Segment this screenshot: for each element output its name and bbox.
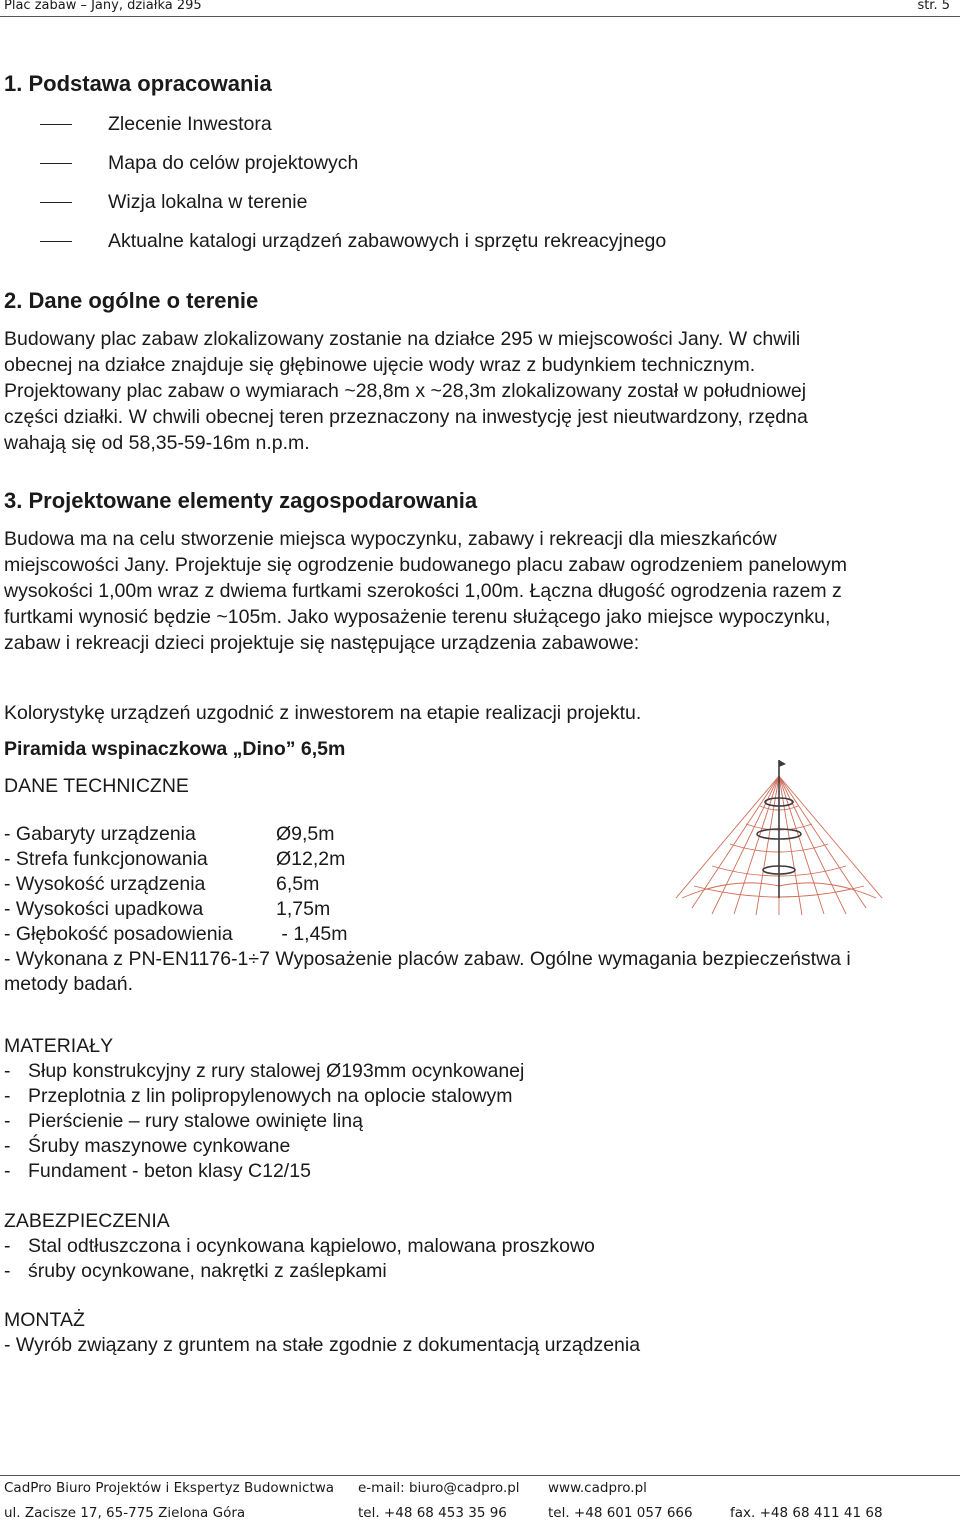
footer-address: ul. Zacisze 17, 65-775 Zielona Góra <box>4 1505 246 1521</box>
list-item-text: śruby ocynkowane, nakrętki z zaślepkami <box>28 1260 387 1282</box>
list-item-text: Wizja lokalna w terenie <box>108 191 308 213</box>
norm-line: metody badań. <box>4 973 134 995</box>
pyramid-climbing-net-illustration <box>672 758 886 916</box>
paragraph-line: wysokości 1,00m wraz z dwiema furtkami szerokości 1,00m. Łączna długość ogrodzenia razem z <box>4 580 842 602</box>
safety-heading: ZABEZPIECZENIA <box>4 1210 170 1232</box>
list-item-text: Stal odtłuszczona i ocynkowana kąpielowo, malowana proszkowo <box>28 1235 595 1257</box>
spec-value: - 1,45m <box>276 923 348 945</box>
spec-list <box>4 822 348 947</box>
paragraph-line: Budowa ma na celu stworzenie miejsca wypoczynku, zabawy i rekreacji dla mieszkańców <box>4 528 777 550</box>
norm-line: - Wykonana z PN-EN1176-1÷7 Wyposażenie placów zabaw. Ogólne wymagania bezpieczeństwa i <box>4 948 851 970</box>
header-rule <box>0 16 960 17</box>
assembly-heading: MONTAŻ <box>4 1309 85 1331</box>
materials-heading: MATERIAŁY <box>4 1035 114 1057</box>
paragraph-line: miejscowości Jany. Projektuje się ogrodzenie budowanego placu zabaw ogrodzeniem panelowym <box>4 554 847 576</box>
paragraph-line: zabaw i rekreacji dzieci projektuje się następujące urządzenia zabawowe: <box>4 632 640 654</box>
flag-icon <box>779 760 786 767</box>
list-item: - Fundament - beton klasy C12/15 <box>4 1160 311 1182</box>
list-item <box>40 112 272 137</box>
spec-value: Ø9,5m <box>276 823 335 845</box>
list-item-text: Fundament - beton klasy C12/15 <box>28 1160 311 1182</box>
footer-company: CadPro Biuro Projektów i Ekspertyz Budownictwa <box>4 1480 335 1496</box>
section-2-heading: 2. Dane ogólne o terenie <box>4 288 259 313</box>
section-1-heading: 1. Podstawa opracowania <box>4 71 272 96</box>
paragraph-line: Projektowany plac zabaw o wymiarach ~28,8m x ~28,3m zlokalizowany został w południowej <box>4 380 807 402</box>
footer-rule <box>0 1475 960 1476</box>
assembly-text: - Wyrób związany z gruntem na stałe zgodnie z dokumentacją urządzenia <box>4 1334 641 1356</box>
list-item: - śruby ocynkowane, nakrętki z zaślepkami <box>4 1260 387 1282</box>
footer-phone-1: tel. +48 68 453 35 96 <box>358 1505 507 1521</box>
list-item-text: Pierścienie – rury stalowe owinięte liną <box>28 1110 363 1132</box>
dash-bullet <box>40 202 72 203</box>
list-item <box>40 151 358 176</box>
paragraph-line: obecnej na działce znajduje się głębinowe ujęcie wody wraz z budynkiem technicznym. <box>4 354 756 376</box>
spec-row <box>4 822 348 847</box>
list-item-text: Przeplotnia z lin polipropylenowych na oplocie stalowym <box>28 1085 513 1107</box>
document-header-title: Plac zabaw – Jany, działka 295 <box>4 0 202 13</box>
footer-email: e-mail: biuro@cadpro.pl <box>358 1480 520 1496</box>
spec-row <box>4 922 348 947</box>
spec-label: - Wysokość urządzenia <box>4 873 206 895</box>
list-item-text: Aktualne katalogi urządzeń zabawowych i sprzętu rekreacyjnego <box>108 230 667 252</box>
section-3-heading: 3. Projektowane elementy zagospodarowania <box>4 488 478 513</box>
paragraph-line: wahają się od 58,35-59-16m n.p.m. <box>4 432 310 454</box>
tech-data-heading: DANE TECHNICZNE <box>4 775 189 797</box>
spec-value: 6,5m <box>276 873 320 895</box>
list-item-text: Słup konstrukcyjny z rury stalowej Ø193mm ocynkowanej <box>28 1060 525 1082</box>
footer-fax: fax. +48 68 411 41 68 <box>730 1505 883 1521</box>
list-item: - Przeplotnia z lin polipropylenowych na oplocie stalowym <box>4 1085 513 1107</box>
list-item: - Stal odtłuszczona i ocynkowana kąpielowo, malowana proszkowo <box>4 1235 595 1257</box>
list-item: - Pierścienie – rury stalowe owinięte liną <box>4 1110 363 1132</box>
footer-phone-2: tel. +48 601 057 666 <box>548 1505 693 1521</box>
list-item <box>40 190 307 215</box>
list-item: - Śruby maszynowe cynkowane <box>4 1135 291 1157</box>
spec-row <box>4 897 348 922</box>
spec-label: - Strefa funkcjonowania <box>4 848 208 870</box>
paragraph-line: części działki. W chwili obecnej teren przeznaczony na inwestycję jest nieutwardzony, rzędna <box>4 406 808 428</box>
spec-value: 1,75m <box>276 898 331 920</box>
spec-value: Ø12,2m <box>276 848 346 870</box>
colour-note: Kolorystykę urządzeń uzgodnić z inwestorem na etapie realizacji projektu. <box>4 702 642 724</box>
dash-bullet <box>40 241 72 242</box>
spec-row <box>4 872 348 897</box>
spec-label: - Wysokości upadkowa <box>4 898 204 920</box>
list-item <box>40 229 666 254</box>
dash-bullet <box>40 124 72 125</box>
list-item-text: Śruby maszynowe cynkowane <box>28 1135 291 1157</box>
list-item-text: Mapa do celów projektowych <box>108 152 359 174</box>
footer-website: www.cadpro.pl <box>548 1480 647 1496</box>
page-number: str. 5 <box>917 0 950 13</box>
paragraph-line: Budowany plac zabaw zlokalizowany zostanie na działce 295 w miejscowości Jany. W chwili <box>4 328 801 350</box>
paragraph-line: furtkami wynosić będzie ~105m. Jako wyposażenie terenu służącego jako miejsce wypoczynku, <box>4 606 831 628</box>
dash-bullet <box>40 163 72 164</box>
spec-label: - Głębokość posadowienia <box>4 923 233 945</box>
spec-label: - Gabaryty urządzenia <box>4 823 196 845</box>
list-item: - Słup konstrukcyjny z rury stalowej Ø193mm ocynkowanej <box>4 1060 525 1082</box>
list-item-text: Zlecenie Inwestora <box>108 113 272 135</box>
spec-row <box>4 847 348 872</box>
device-title: Piramida wspinaczkowa „Dino” 6,5m <box>4 738 346 760</box>
